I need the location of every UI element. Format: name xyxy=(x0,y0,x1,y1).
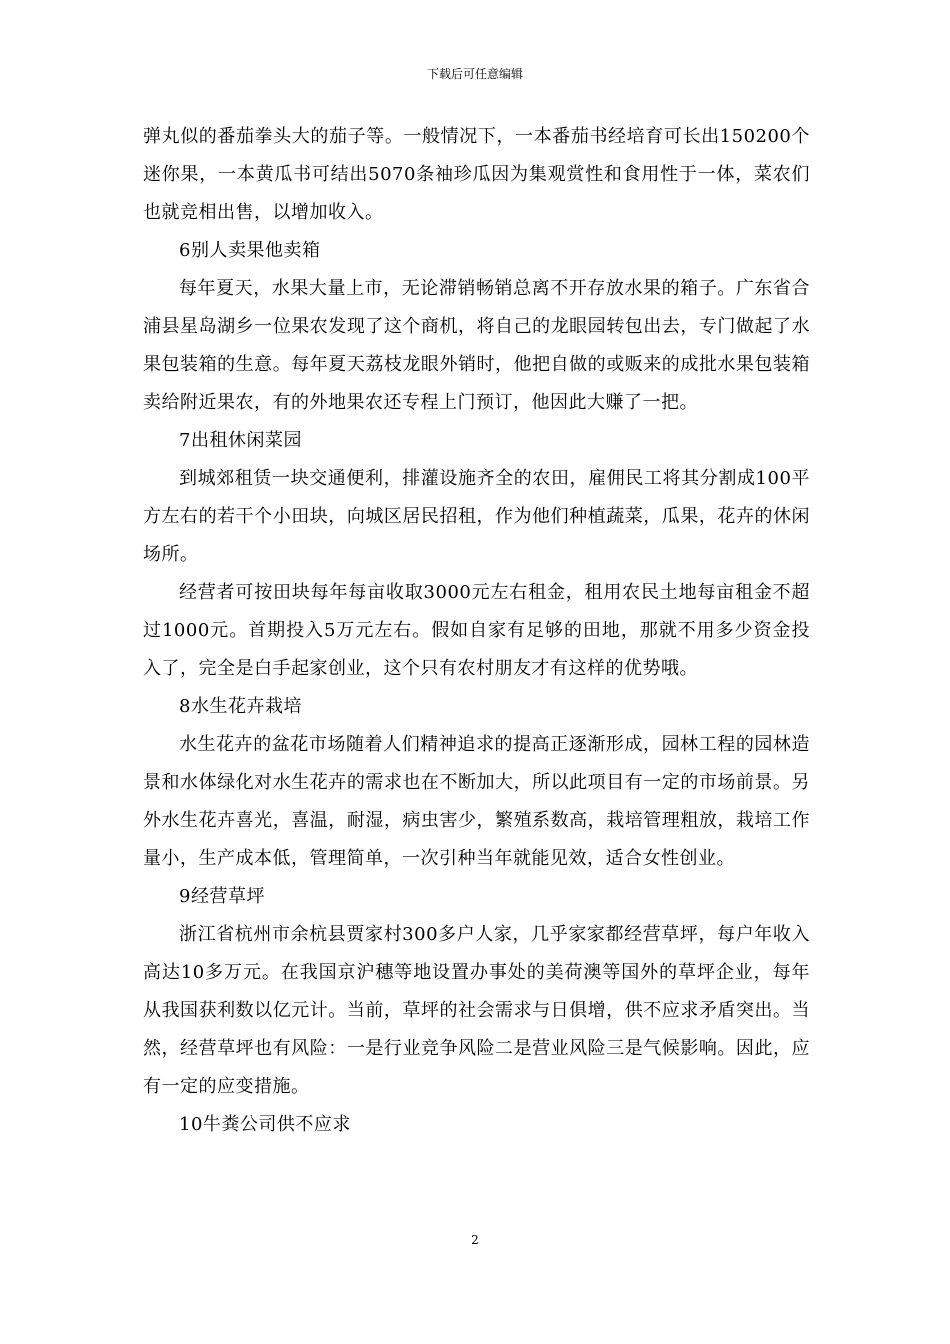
page-number: 2 xyxy=(471,1233,479,1247)
paragraph-section-9: 浙江省杭州市余杭县贾家村300多户人家，几乎家家都经营草坪，每户年收入高达10多万元。在我国京沪穗等地设置办事处的美荷澳等国外的草坪企业，每年从我国获利数以亿元计。当前，草坪的社会需求与日俱增，供不应求矛盾突出。当然，经营草坪也有风险：一是行业竞争风险二是营业风险三是气候影响。因此，应有一定的应变措施。 xyxy=(143,924,810,1097)
section-heading-10: 10牛粪公司供不应求 xyxy=(179,1114,351,1135)
document-body xyxy=(143,118,810,1144)
paragraph-section-7a: 到城郊租赁一块交通便利，排灌设施齐全的农田，雇佣民工将其分割成100平方左右的若干个小田块，向城区居民招租，作为他们种植蔬菜，瓜果，花卉的休闲场所。 xyxy=(143,468,810,565)
section-heading-6: 6别人卖果他卖箱 xyxy=(179,240,321,261)
section-heading-7: 7出租休闲菜园 xyxy=(179,430,302,451)
paragraph-continued: 弹丸似的番茄拳头大的茄子等。一般情况下，一本番茄书经培育可长出150200个迷你果，一本黄瓜书可结出5070条袖珍瓜因为集观赏性和食用性于一体，菜农们也就竞相出售，以增加收入。 xyxy=(143,126,810,223)
paragraph-section-6: 每年夏天，水果大量上市，无论滞销畅销总离不开存放水果的箱子。广东省合浦县星岛湖乡一位果农发现了这个商机，将自己的龙眼园转包出去，专门做起了水果包装箱的生意。每年夏天荔枝龙眼外销时，他把自做的或贩来的成批水果包装箱卖给附近果农，有的外地果农还专程上门预订，他因此大赚了一把。 xyxy=(143,278,810,413)
paragraph-section-7b: 经营者可按田块每年每亩收取3000元左右租金，租用农民土地每亩租金不超过1000元。首期投入5万元左右。假如自家有足够的田地，那就不用多少资金投入了，完全是白手起家创业，这个只有农村朋友才有这样的优势哦。 xyxy=(143,582,810,679)
page-header: 下载后可任意编辑 xyxy=(426,67,523,81)
section-heading-9: 9经营草坪 xyxy=(179,886,265,907)
paragraph-section-8: 水生花卉的盆花市场随着人们精神追求的提高正逐渐形成，园林工程的园林造景和水体绿化对水生花卉的需求也在不断加大，所以此项目有一定的市场前景。另外水生花卉喜光，喜温，耐湿，病虫害少，繁殖系数高，栽培管理粗放，栽培工作量小，生产成本低，管理简单，一次引种当年就能见效，适合女性创业。 xyxy=(143,734,810,869)
section-heading-8: 8水生花卉栽培 xyxy=(179,696,302,717)
